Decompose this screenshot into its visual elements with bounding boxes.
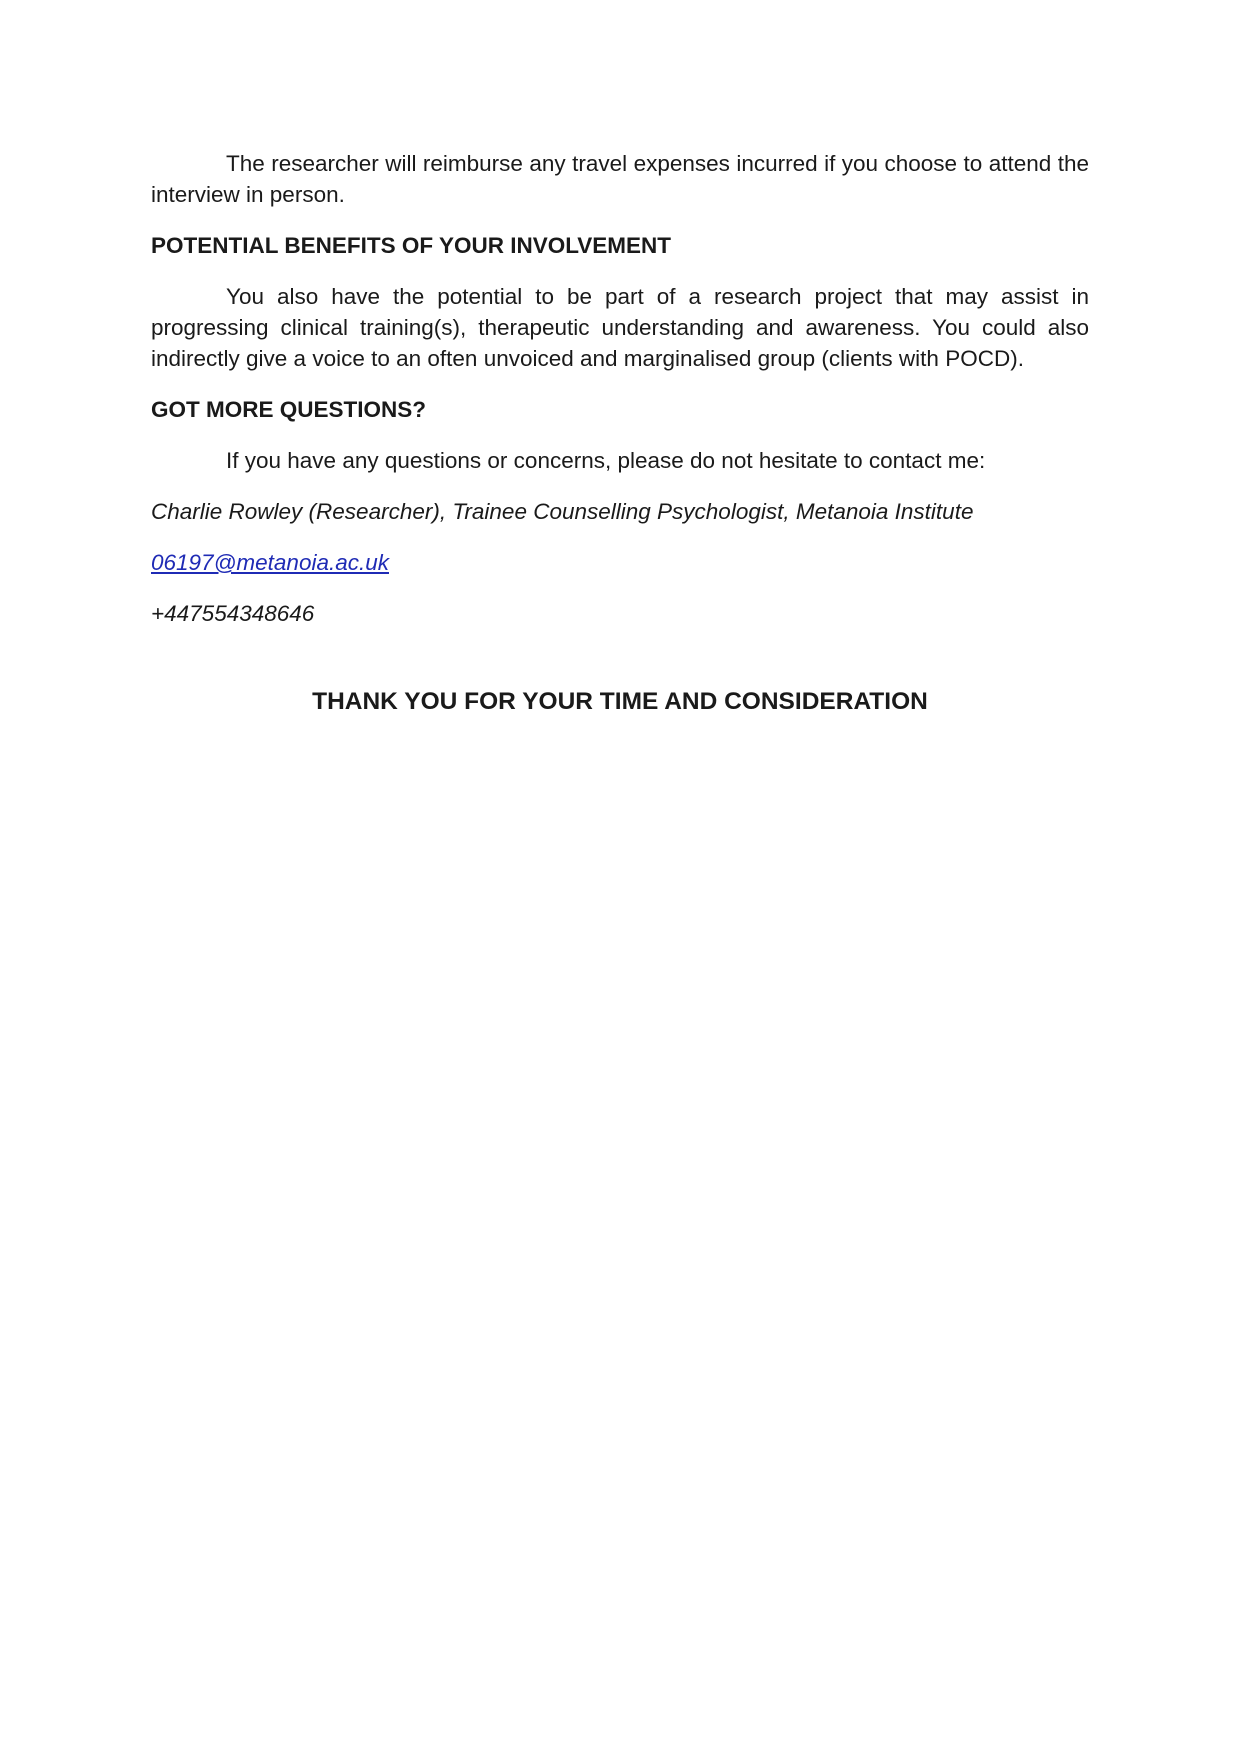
phone-number: +447554348646 [151,601,315,626]
questions-paragraph: If you have any questions or concerns, please do not hesitate to contact me: [226,448,986,473]
travel-expenses-paragraph: The researcher will reimburse any travel expenses incurred if you choose to attend the interview in person. [151,151,1089,207]
questions-heading: GOT MORE QUESTIONS? [151,397,427,422]
email-link[interactable]: 06197@metanoia.ac.uk [151,550,389,575]
researcher-contact-line: Charlie Rowley (Researcher), Trainee Counselling Psychologist, Metanoia Institute [151,499,974,524]
benefits-heading: POTENTIAL BENEFITS OF YOUR INVOLVEMENT [151,233,672,258]
email-line [151,547,1089,578]
closing-statement: THANK YOU FOR YOUR TIME AND CONSIDERATION [312,688,928,715]
document-page [151,148,1089,717]
benefits-paragraph: You also have the potential to be part of a research project that may assist in progressing clinical training(s), therapeutic understanding and awareness. You could also indirectly give a voice to an often unvoiced and marginalised group (clients with POCD). [151,284,1089,371]
